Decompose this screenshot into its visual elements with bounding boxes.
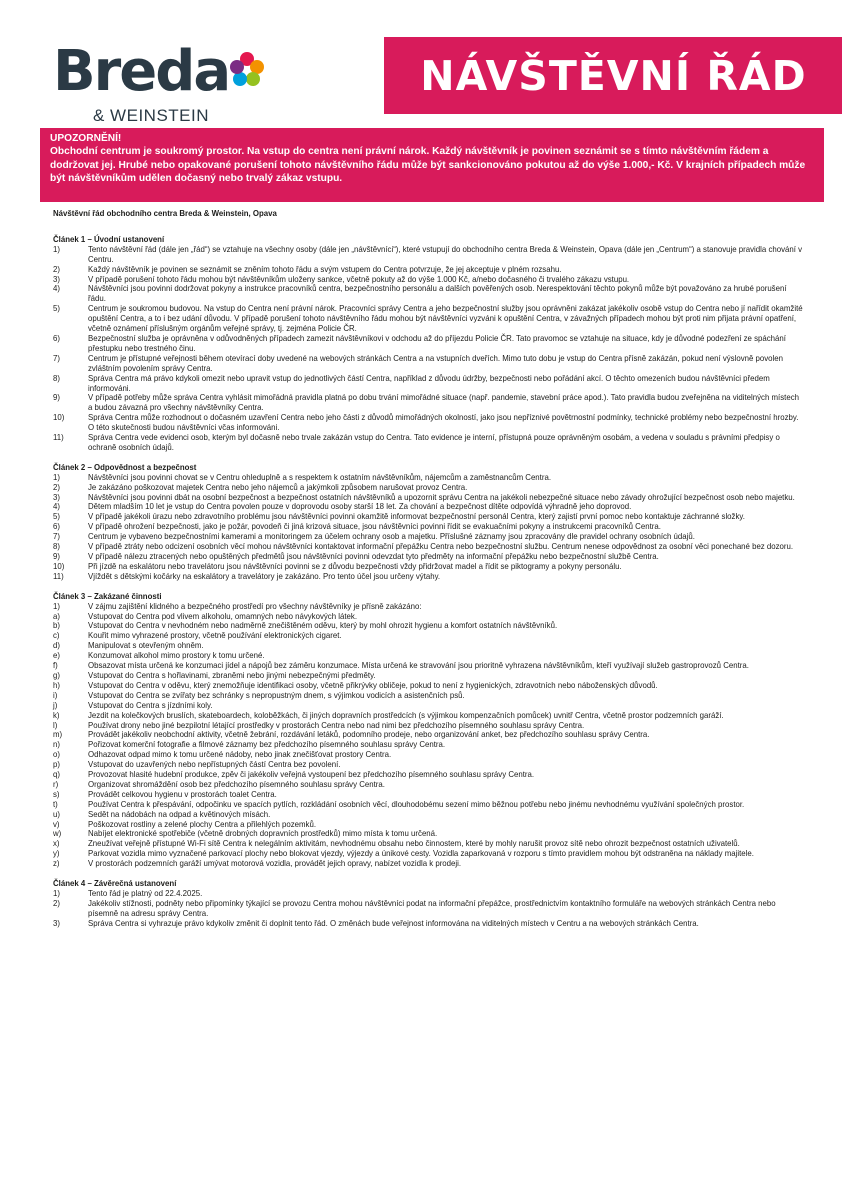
rule-number: v) bbox=[53, 819, 60, 829]
rule-text: Jezdit na kolečkových bruslích, skateboardech, koloběžkách, či jiných dopravních prostředcích (s výjimkou kompenzačních pomůcek) uvnitř Centra, včetně prostor podzemních garáží. bbox=[88, 710, 724, 720]
rule-number: 2) bbox=[53, 898, 60, 908]
rule-number: p) bbox=[53, 760, 60, 770]
rule-text: V případě potřeby může správa Centra vyhlásit mimořádná pravidla platná po dobu trvání mimořádné situace (např. pandemie, stavební práce apod.). Tato pravidla budou zveřejněna na viditelných místech a budou závazná pro všechny návštěvníky Centra. bbox=[88, 393, 799, 413]
rule-text: Tento návštěvní řád (dále jen „řád“) se vztahuje na všechny osoby (dále jen „návštěvníci“), které vstupují do obchodního centra Breda & Weinstein, Opava (dále jen „Centrum“) a stanovuje pravidla chování v Centru. bbox=[88, 244, 803, 264]
rule-number: 1) bbox=[53, 472, 60, 482]
rule-item bbox=[53, 245, 803, 265]
rule-text: Vstupovat do Centra v oděvu, který znemožňuje identifikaci osoby, včetně přikrývky obličeje, pokud to není z hygienických, zdravotních nebo náboženských důvodů. bbox=[88, 680, 658, 690]
rule-number: 6) bbox=[53, 333, 60, 343]
rule-number: 3) bbox=[53, 274, 60, 284]
rule-number: q) bbox=[53, 770, 60, 780]
rule-text: Centrum je vybaveno bezpečnostními kamerami a monitoringem za účelem ochrany osob a majetku. Příslušné záznamy jsou zpracovány dle pravidel ochrany osobních údajů. bbox=[88, 532, 695, 542]
rule-item bbox=[53, 562, 803, 572]
rule-number: e) bbox=[53, 651, 60, 661]
rule-number: 11) bbox=[53, 571, 64, 581]
rule-number: h) bbox=[53, 680, 60, 690]
rule-text: Bezpečnostní služba je oprávněna v odůvodněných případech zamezit návštěvníkovi v odchodu až do příjezdu Policie ČR. Tato pravomoc se vztahuje na situace, kdy je důvodné podezření ze spáchání přestupku nebo trestného činu. bbox=[88, 333, 786, 353]
article-section bbox=[53, 235, 803, 453]
rule-text: Vstupovat do Centra s jízdními koly. bbox=[88, 700, 213, 710]
rule-text: V případě porušení tohoto řádu mohou být návštěvníkům uloženy sankce, včetně pokuty až do výše 1.000 Kč, a/nebo dočasného či trvalého zákazu vstupu. bbox=[88, 274, 630, 284]
rule-text: Správa Centra si vyhrazuje právo kdykoliv změnit či doplnit tento řád. O změnách bude veřejnost informována na viditelných místech v Centru a na webových stránkách Centra. bbox=[88, 918, 699, 928]
rule-item bbox=[53, 502, 803, 512]
rule-text: Provádět celkovou hygienu v prostorách toalet Centra. bbox=[88, 789, 277, 799]
rules-document bbox=[53, 209, 803, 939]
rule-item bbox=[53, 265, 803, 275]
rule-number: x) bbox=[53, 839, 60, 849]
rule-item bbox=[53, 354, 803, 374]
rule-text: Návštěvníci jsou povinni dbát na osobní bezpečnost a bezpečnost ostatních návštěvníků a upozornit správu Centra na jakékoli nebezpečné situace nebo závady ohrožující bezpečnost osob nebo majetku. bbox=[88, 492, 795, 502]
rule-text: Obsazovat místa určená ke konzumaci jídel a nápojů bez záměru konzumace. Místa určená ke stravování jsou prioritně vyhrazena návštěvníkům, kteří využívají služeb gastroprovozů Centra. bbox=[88, 661, 749, 671]
article-section bbox=[53, 879, 803, 929]
rule-number: o) bbox=[53, 750, 60, 760]
rule-number: s) bbox=[53, 789, 60, 799]
document-heading: Návštěvní řád obchodního centra Breda & Weinstein, Opava bbox=[53, 209, 277, 218]
rule-item bbox=[53, 919, 803, 929]
rule-number: u) bbox=[53, 809, 60, 819]
breda-weinstein-logo bbox=[53, 39, 253, 125]
article-section bbox=[53, 592, 803, 869]
page-title: NÁVŠTĚVNÍ ŘÁD bbox=[420, 51, 807, 100]
rule-text: Správa Centra může rozhodnout o dočasném uzavření Centra nebo jeho části z důvodů mimořádných okolností, jako jsou nepříznivé povětrnostní podmínky, technické problémy nebo bezpečnostní hrozby. O této skutečnosti budou návštěvníci včas informováni. bbox=[88, 413, 799, 433]
rule-item bbox=[53, 602, 803, 612]
rule-item bbox=[53, 612, 803, 622]
rule-text: Návštěvníci jsou povinni chovat se v Centru ohleduplně a s respektem k ostatním návštěvníkům, nájemcům a zaměstnancům Centra. bbox=[88, 472, 552, 482]
rule-text: Nabíjet elektronické spotřebiče (včetně drobných dopravních prostředků) mimo místa k tomu určená. bbox=[88, 829, 438, 839]
rule-number: 8) bbox=[53, 542, 60, 552]
rule-item bbox=[53, 572, 803, 582]
rule-number: k) bbox=[53, 710, 60, 720]
rule-item bbox=[53, 671, 803, 681]
rule-item bbox=[53, 433, 803, 453]
rule-number: 7) bbox=[53, 353, 60, 363]
rule-item bbox=[53, 810, 803, 820]
rule-number: 4) bbox=[53, 284, 60, 294]
rule-item bbox=[53, 849, 803, 859]
rule-text: Tento řád je platný od 22.4.2025. bbox=[88, 889, 203, 898]
rule-text: Každý návštěvník je povinen se seznámit se zněním tohoto řádu a svým vstupem do Centra potvrzuje, že jej akceptuje v plném rozsahu. bbox=[88, 264, 562, 274]
rule-item bbox=[53, 493, 803, 503]
rule-item bbox=[53, 532, 803, 542]
rule-item bbox=[53, 859, 803, 869]
rule-text: Poškozovat rostliny a zelené plochy Centra a přilehlých pozemků. bbox=[88, 819, 317, 829]
rule-item bbox=[53, 711, 803, 721]
rule-text: Používat drony nebo jiné bezpilotní létající prostředky v prostorách Centra nebo nad nimi bez předchozího písemného souhlasu správy Centra. bbox=[88, 720, 585, 730]
rule-item bbox=[53, 413, 803, 433]
rule-text: Správa Centra vede evidenci osob, kterým byl dočasně nebo trvale zakázán vstup do Centra. Tato evidence je interní, přístupná pouze oprávněným osobám, a vedena v souladu s právními předpisy o ochraně osobních údajů. bbox=[88, 433, 780, 452]
rule-item bbox=[53, 374, 803, 394]
rule-item bbox=[53, 552, 803, 562]
rule-text: Vstupovat do Centra se zvířaty bez schránky s nepropustným dnem, s výjimkou vodicích a asistenčních psů. bbox=[88, 690, 465, 700]
rule-item bbox=[53, 899, 803, 919]
rule-number: t) bbox=[53, 799, 58, 809]
rule-number: a) bbox=[53, 611, 60, 621]
rule-text: Je zakázáno poškozovat majetek Centra nebo jeho nájemců a jakýmkoli způsobem narušovat provoz Centra. bbox=[88, 482, 468, 492]
rule-item bbox=[53, 730, 803, 740]
rule-text: Manipulovat s otevřeným ohněm. bbox=[88, 641, 204, 651]
rule-number: 1) bbox=[53, 244, 60, 254]
rule-text: Kouřit mimo vyhrazené prostory, včetně používání elektronických cigaret. bbox=[88, 631, 342, 641]
rule-text: Pořizovat komerční fotografie a filmové záznamy bez předchozího písemného souhlasu správy Centra. bbox=[88, 740, 446, 750]
logo-subtitle: & WEINSTEIN bbox=[93, 106, 210, 125]
rule-item bbox=[53, 393, 803, 413]
rule-number: r) bbox=[53, 779, 59, 789]
article-section bbox=[53, 463, 803, 582]
rule-number: c) bbox=[53, 631, 60, 641]
rule-number: b) bbox=[53, 621, 60, 631]
rule-text: V případě jakékoli úrazu nebo zdravotního problému jsou návštěvníci povinni okamžitě informovat bezpečnostní personál Centra, který zajistí první pomoc nebo kontaktuje záchranné složky. bbox=[88, 512, 745, 522]
rule-number: g) bbox=[53, 670, 60, 680]
rule-text: Provádět jakékoliv neobchodní aktivity, včetně žebrání, rozdávání letáků, podomního prodeje, nebo organizování anket, bez předchozího souhlasu správy Centra. bbox=[88, 730, 650, 740]
rule-number: 1) bbox=[53, 889, 60, 898]
rule-item bbox=[53, 820, 803, 830]
rule-number: 9) bbox=[53, 393, 60, 403]
rule-text: Vstupovat do Centra s hořlavinami, zbraněmi nebo jinými nebezpečnými předměty. bbox=[88, 670, 376, 680]
rule-item bbox=[53, 473, 803, 483]
rule-number: 3) bbox=[53, 492, 60, 502]
rule-number: m) bbox=[53, 730, 63, 740]
rule-item bbox=[53, 740, 803, 750]
article-heading: Článek 2 – Odpovědnost a bezpečnost bbox=[53, 462, 197, 472]
rule-number: 10) bbox=[53, 413, 65, 423]
rule-text: Správa Centra má právo kdykoli omezit nebo upravit vstup do jednotlivých částí Centra, například z důvodu údržby, bezpečnosti nebo pořádání akcí. O těchto omezeních budou návštěvníci předem informováni. bbox=[88, 373, 770, 393]
rule-text: Návštěvníci jsou povinni dodržovat pokyny a instrukce pracovníků centra, bezpečnostního personálu a dalších pověřených osob. Nerespektování těchto pokynů může být považováno za hrubé porušení řádu. bbox=[88, 284, 787, 304]
rule-text: Parkovat vozidla mimo vyznačené parkovací plochy nebo blokovat vjezdy, výjezdy a únikové cesty. Vozidla zaparkovaná v rozporu s tímto pravidlem mohou být odstraněna na náklady majitele. bbox=[88, 849, 754, 859]
rule-item bbox=[53, 800, 803, 810]
rule-text: V zájmu zajištění klidného a bezpečného prostředí pro všechny návštěvníky je přísně zakázáno: bbox=[88, 601, 422, 611]
rule-item bbox=[53, 780, 803, 790]
rule-item bbox=[53, 750, 803, 760]
rule-item bbox=[53, 661, 803, 671]
rule-item bbox=[53, 522, 803, 532]
rule-number: 5) bbox=[53, 304, 60, 314]
rule-item bbox=[53, 483, 803, 493]
rule-text: Používat Centra k přespávání, odpočinku ve spacích pytlích, rozkládání osobních věcí, dlouhodobému sezení mimo běžnou potřebu nebo jinému nevhodnému využívání společných prostor. bbox=[88, 799, 745, 809]
rule-item bbox=[53, 790, 803, 800]
article-heading: Článek 3 – Zakázané činnosti bbox=[53, 591, 162, 601]
rule-number: l) bbox=[53, 720, 58, 730]
rule-item bbox=[53, 721, 803, 731]
rule-text: V případě ohrožení bezpečnosti, jako je požár, povodeň či jiná krizová situace, jsou návštěvníci povinni řídit se evakuačními pokyny a instrukcemi pracovníků Centra. bbox=[88, 522, 661, 532]
rule-text: Vstupovat do uzavřených nebo nepřístupných částí Centra bez povolení. bbox=[88, 760, 341, 770]
warning-box bbox=[40, 128, 824, 202]
rule-number: 5) bbox=[53, 512, 60, 522]
warning-text: Obchodní centrum je soukromý prostor. Na vstup do centra není právní nárok. Každý návštěvník je povinen seznámit se s tímto návštěvním řádem a dodržovat jej. Hrubé nebo opakované porušení tohoto návštěvního řádu může být sankcionováno pokutou až do výše 1.000,- Kč. V krajních případech může být návštěvníkům udělen dočasný nebo trvalý zákaz vstupu. bbox=[50, 146, 806, 185]
rule-text: Vjíždět s dětskými kočárky na eskalátory a travelátory je zakázáno. Pro tento účel jsou určeny výtahy. bbox=[88, 571, 441, 581]
rule-item bbox=[53, 829, 803, 839]
rule-number: 8) bbox=[53, 373, 60, 383]
rule-text: Sedět na nádobách na odpad a květinových mísách. bbox=[88, 809, 271, 819]
warning-title: UPOZORNĚNÍ! bbox=[50, 133, 122, 144]
rule-item bbox=[53, 889, 803, 899]
rule-item bbox=[53, 681, 803, 691]
rule-item bbox=[53, 275, 803, 285]
rule-text: Organizovat shromáždění osob bez předchozího písemného souhlasu správy Centra. bbox=[88, 779, 385, 789]
rule-item bbox=[53, 691, 803, 701]
rule-number: d) bbox=[53, 641, 60, 651]
rule-text: Konzumovat alkohol mimo prostory k tomu určené. bbox=[88, 651, 265, 661]
rule-text: V prostorách podzemních garáží umývat motorová vozidla, provádět jejich opravy, nabízet vozidla k prodeji. bbox=[88, 859, 462, 869]
rule-item bbox=[53, 334, 803, 354]
rule-item bbox=[53, 631, 803, 641]
rule-number: y) bbox=[53, 849, 60, 859]
rule-number: 9) bbox=[53, 552, 60, 561]
logo-flower-icon bbox=[227, 50, 267, 90]
rule-item bbox=[53, 284, 803, 304]
rule-item bbox=[53, 760, 803, 770]
article-heading: Článek 4 – Závěrečná ustanovení bbox=[53, 879, 177, 889]
rule-text: Vstupovat do Centra pod vlivem alkoholu, omamných nebo návykových látek. bbox=[88, 611, 358, 621]
rule-text: V případě nálezu ztracených nebo opuštěných předmětů jsou návštěvníci povinni odevzdat tyto předměty na informační přepážku nebo bezpečnostní službě Centra. bbox=[88, 552, 659, 561]
rule-text: Při jízdě na eskalátoru nebo travelátoru jsou návštěvníci povinni se z důvodu bezpečnosti vždy přidržovat madel a řídit se piktogramy a pokyny personálu. bbox=[88, 561, 622, 571]
rule-text: Zneužívat veřejně přístupné Wi-Fi sítě Centra k nelegálním aktivitám, nevhodnému obsahu nebo činnostem, které by mohly narušit provoz sítě nebo ohrozit bezpečnost ostatních uživatelů. bbox=[88, 839, 740, 849]
rule-item bbox=[53, 542, 803, 552]
rule-number: f) bbox=[53, 661, 58, 671]
rule-number: i) bbox=[53, 690, 58, 700]
rule-item bbox=[53, 770, 803, 780]
rule-number: 10) bbox=[53, 561, 65, 571]
rule-text: V případě ztráty nebo odcizení osobních věcí mohou návštěvníci kontaktovat informační přepážku Centra nebo bezpečnostní službu. Centrum nenese odpovědnost za osobní věci ponechané bez dozoru. bbox=[88, 542, 794, 552]
rule-item bbox=[53, 701, 803, 711]
articles-container bbox=[53, 235, 803, 929]
rule-number: w) bbox=[53, 829, 62, 839]
rule-text: Jakékoliv stížnosti, podněty nebo připomínky týkající se provozu Centra mohou návštěvníci podat na informační přepážce, prostřednictvím kontaktního formuláře na webových stránkách Centra nebo písemně na adresu správy Centra. bbox=[88, 898, 776, 918]
rule-text: Vstupovat do Centra v nevhodném nebo nadměrně znečištěném oděvu, který by mohl ohrozit hygienu a komfort ostatních návštěvníků. bbox=[88, 621, 558, 631]
logo-wordmark: Breda bbox=[53, 39, 230, 104]
rule-number: 2) bbox=[53, 264, 60, 274]
rule-item bbox=[53, 641, 803, 651]
rule-number: 3) bbox=[53, 918, 60, 928]
rule-item bbox=[53, 512, 803, 522]
rule-text: Provozovat hlasité hudební produkce, zpěv či jakékoliv veřejná vystoupení bez předchozího písemného souhlasu správy Centra. bbox=[88, 770, 535, 780]
rule-item bbox=[53, 839, 803, 849]
rule-number: 11) bbox=[53, 433, 64, 443]
article-heading: Článek 1 – Úvodní ustanovení bbox=[53, 234, 165, 244]
rule-number: n) bbox=[53, 740, 60, 750]
rule-number: 6) bbox=[53, 522, 60, 532]
rule-item bbox=[53, 621, 803, 631]
rule-number: 2) bbox=[53, 482, 60, 492]
rule-number: 7) bbox=[53, 532, 60, 542]
rule-number: 4) bbox=[53, 502, 60, 512]
rule-number: z) bbox=[53, 859, 60, 869]
title-banner bbox=[384, 37, 842, 114]
rule-text: Dětem mladším 10 let je vstup do Centra povolen pouze v doprovodu osoby starší 18 let. Za chování a bezpečnost dítěte odpovídá výhradně jeho doprovod. bbox=[88, 502, 632, 512]
rule-text: Centrum je přístupné veřejnosti během otevírací doby uvedené na webových stránkách Centra a na vstupních dveřích. Mimo tuto dobu je vstup do Centra přísně zakázán, pokud není výslovně povolen zvláštním povolením správy Centra. bbox=[88, 353, 784, 373]
rule-item bbox=[53, 651, 803, 661]
rule-number: 1) bbox=[53, 601, 60, 611]
rule-text: Centrum je soukromou budovou. Na vstup do Centra není právní nárok. Pracovníci správy Centra a jeho bezpečnostní služby jsou oprávněni zakázat jakékoliv osobě vstup do Centra nebo jí nařídit okamžité opuštění Centra, a to i bez udání důvodu. V případě porušení tohoto návštěvního řádu mohou být návštěvníci vyzváni k opuštění Centra, v závažných případech mohou být proti nim přijata právní opatření, včetně oznámení příslušným orgánům veřejné správy, tj. zejména Policie ČR. bbox=[88, 304, 803, 334]
rule-text: Odhazovat odpad mimo k tomu určené nádoby, nebo jinak znečišťovat prostory Centra. bbox=[88, 750, 392, 760]
rule-number: j) bbox=[53, 700, 58, 710]
rule-item bbox=[53, 304, 803, 334]
